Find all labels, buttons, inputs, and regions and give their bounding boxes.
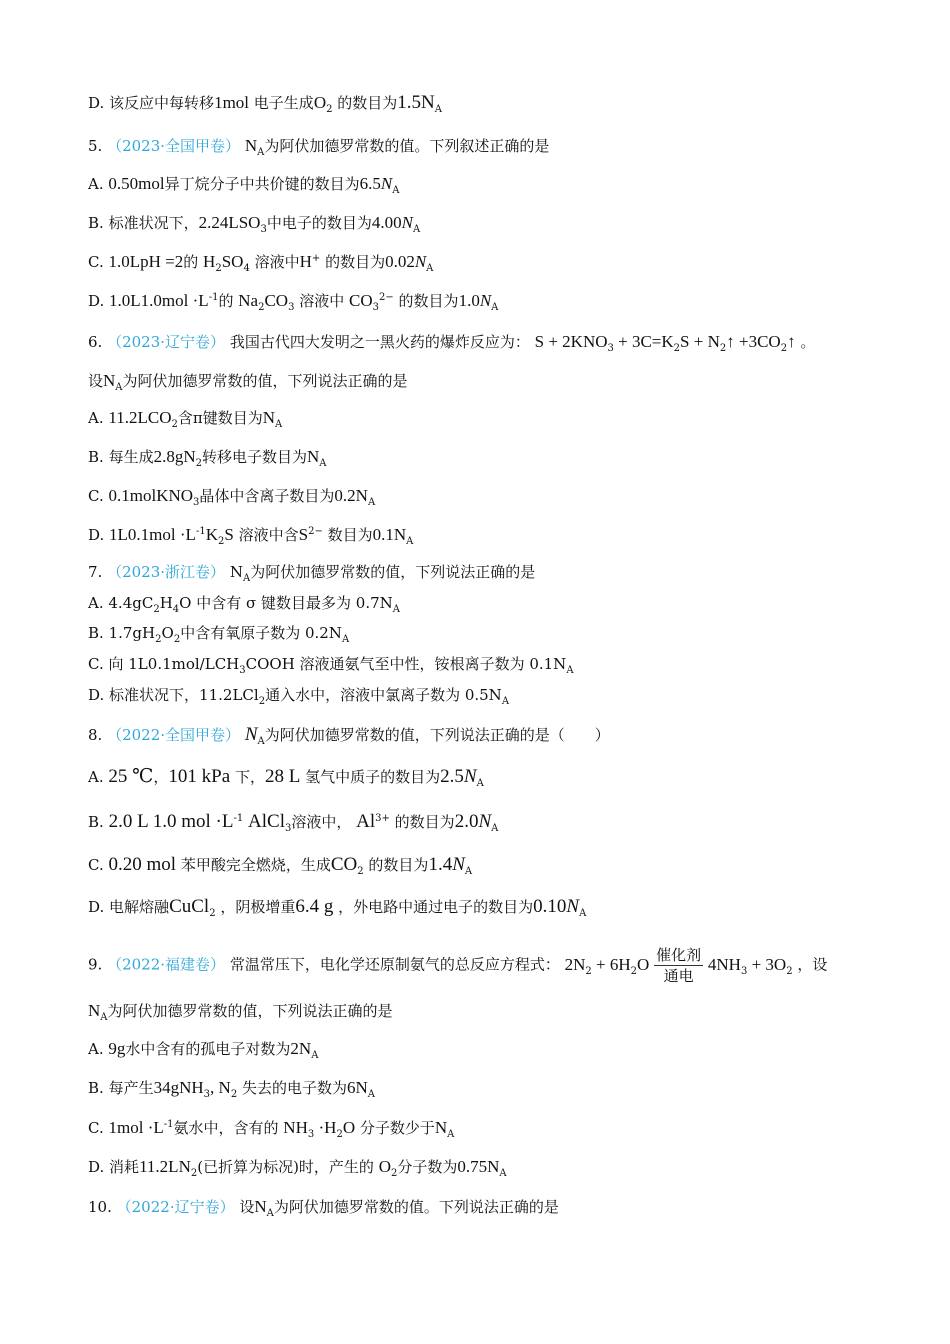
- q9-option-c: C. $1mol \cdot L^{-1}$氨水中，含有的 $NH_3 \cdot H_2O$ 分子数少于$N_A$: [88, 1118, 455, 1140]
- question-source: （2022·辽宁卷）: [116, 1198, 235, 1216]
- q9-option-a: A. 9g水中含有的孤电子对数为$2N_A$: [88, 1039, 319, 1061]
- q6-equation: $S + 2KNO_3 + 3C=K_2S$ + $N_2↑$ $+3CO_2↑$: [534, 332, 796, 354]
- q5-option-c: C. 1.0LpH =2的 $H_2SO_4$ 溶液中H+ 的数目为$0.02N_A$: [88, 252, 434, 274]
- q7-option-b: B. $1.7gH_2O_2$中含有氧原子数为 $0.2N_A$: [88, 624, 350, 645]
- q5-stem: 5. （2023·全国甲卷） $N_A$为阿伏加德罗常数的值。下列叙述正确的是: [88, 136, 550, 158]
- q7-option-c: C. 向 $1L0.1mol/LCH_3COOH$ 溶液通氨气至中性，铵根离子数为 $0.1N_A$: [88, 655, 574, 676]
- q4-option-d: D. 该反应中每转移1mol 电子生成$O_2$ 的数目为$1.5N_A$: [88, 92, 442, 115]
- q8-option-d: D. 电解熔融CuCl$_2$ ，阴极增重6.4 g ，外电路中通过电子的数目为$0.10N_A$: [88, 896, 587, 919]
- q6-stem: 6. （2023·辽宁卷） 我国古代四大发明之一黑火药的爆炸反应为： $S + 2KNO_3 + 3C=K_2S$ + $N_2↑$ $+3CO_2↑$ 。: [88, 332, 816, 354]
- question-source: （2023·全国甲卷）: [107, 137, 241, 155]
- q9-option-b: B. 每产生34gNH$_3$, $N_2$ 失去的电子数为$6N_A$: [88, 1078, 375, 1100]
- q5-option-a: A. 0.50mol异丁烷分子中共价键的数目为$6.5N_A$: [88, 174, 400, 196]
- q8-option-b: B. 2.0 L 1.0 mol $\cdot L^{-1}$ AlCl$_3$溶液中， $Al^{3+}$ 的数目为$2.0N_A$: [88, 811, 499, 834]
- q6-option-b: B. 每生成$2.8gN_2$转移电子数目为$N_A$: [88, 447, 327, 469]
- q7-stem: 7. （2023·浙江卷） $N_A$为阿伏加德罗常数的值，下列说法正确的是: [88, 563, 536, 584]
- q8-option-c: C. 0.20 mol 苯甲酸完全燃烧，生成$CO_2$ 的数目为$1.4N_A$: [88, 854, 473, 877]
- q6-option-d: D. $1L0.1mol \cdot L^{-1}K_2S$ 溶液中含$S^{2-}$ 数目为$0.1N_A$: [88, 525, 414, 547]
- reaction-condition: 催化剂 通电: [656, 946, 702, 985]
- q5-option-b: B. 标准状况下，$2.24LSO_3$中电子的数目为$4.00N_A$: [88, 213, 421, 235]
- q6-option-c: C. 0.1molKNO$_3$晶体中含离子数目为$0.2N_A$: [88, 486, 376, 508]
- q5-option-d: D. $1.0L1.0mol \cdot L^{-1}$的 $Na_2CO_3$ 溶液中 $CO_3^{2-}$ 的数目为$1.0N_A$: [88, 291, 499, 313]
- question-source: （2022·福建卷）: [107, 955, 226, 974]
- q6-stem-2: 设$N_A$为阿伏加德罗常数的值，下列说法正确的是: [88, 371, 408, 393]
- q7-option-a: A. $4.4gC_2H_4O$ 中含有 σ 键数目最多为 $0.7N_A$: [88, 594, 400, 615]
- q9-option-d: D. 消耗$11.2LN_2$(已折算为标况)时，产生的 $O_2$分子数为$0.75N_A$: [88, 1157, 507, 1179]
- q7-option-d: D. 标准状况下，11.2LCl$_2$通入水中，溶液中氯离子数为 $0.5N_A$: [88, 686, 510, 707]
- q9-equation: $2N_2 + 6H_2O$ 催化剂 通电 $4NH_3 + 3O_2$: [564, 946, 793, 985]
- q8-option-a: A. 25 ℃，101 kPa 下，28 L 氢气中质子的数目为$2.5N_A$: [88, 766, 484, 789]
- q10-stem: 10. （2022·辽宁卷） 设$N_A$为阿伏加德罗常数的值。下列说法正确的是: [88, 1197, 559, 1219]
- q6-option-a: A. $11.2LCO_2$含π键数目为$N_A$: [88, 408, 283, 430]
- q8-stem: 8. （2022·全国甲卷） $N_A$为阿伏加德罗常数的值，下列说法正确的是（ ）: [88, 724, 610, 747]
- q9-stem-2: $N_A$为阿伏加德罗常数的值，下列说法正确的是: [88, 1001, 393, 1023]
- q9-stem: 9. （2022·福建卷） 常温常压下，电化学还原制氨气的总反应方程式： $2N_2 + 6H_2O$ 催化剂 通电 $4NH_3 + 3O_2$ ，设: [88, 946, 828, 985]
- question-source: （2023·浙江卷）: [107, 563, 226, 581]
- question-source: （2023·辽宁卷）: [107, 333, 226, 351]
- question-source: （2022·全国甲卷）: [107, 726, 241, 744]
